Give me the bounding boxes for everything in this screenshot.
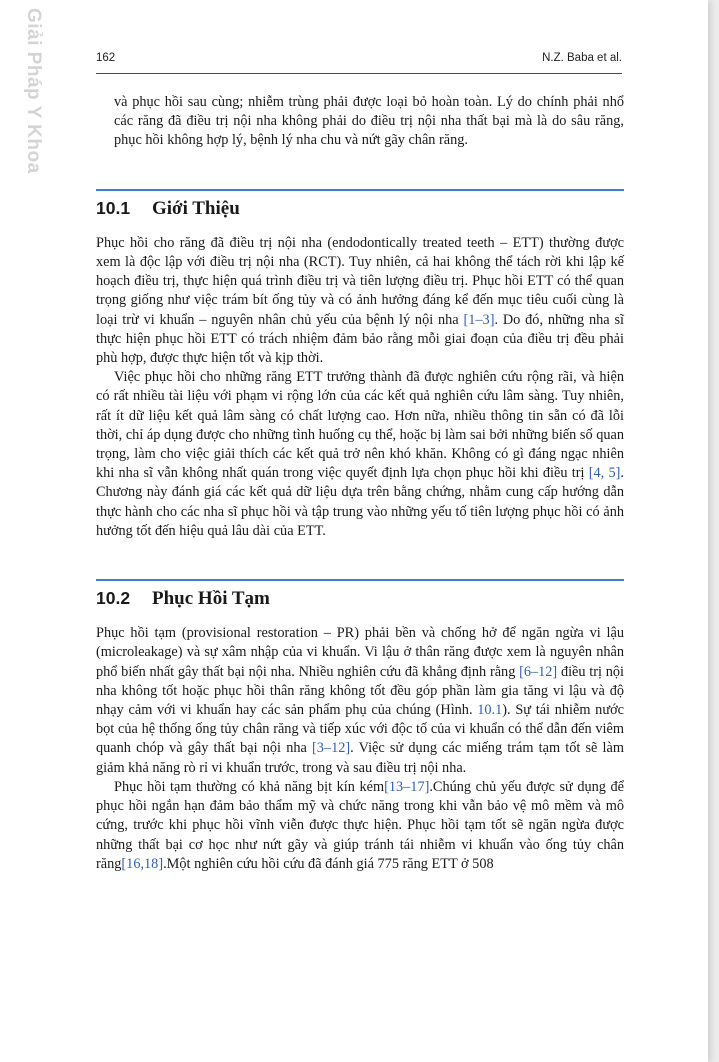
page-body — [96, 93, 624, 874]
section-number: 10.1 — [96, 197, 131, 218]
section-number: 10.2 — [96, 588, 131, 609]
citation-link[interactable]: [4, 5] — [588, 465, 621, 482]
section-title: Giới Thiệu — [152, 197, 240, 219]
paragraph: Phục hồi cho răng đã điều trị nội nha (endodontically treated teeth – ETT) thường được xem là độc lập với điều trị nội nha (RCT). Tuy nhiên, cả hai không thể tách rời khi lập kế hoạch điều trị, thực hiện quá trình điều trị và tiên lượng điều trị. Phục hồi ETT có thể quan trọng giống như việc trám bít ống tủy và có ảnh hưởng đáng kể đến mục tiêu cuối cùng là loại trừ vi khuẩn – nguyên nhân chủ yếu của bệnh lý nội nha [1–3]. Do đó, những nha sĩ thực hiện phục hồi ETT có trách nhiệm đảm bảo rằng mỗi giai đoạn của điều trị đều phải phù hợp, được thực hiện tốt và kịp thời. — [96, 234, 625, 367]
page-number: 162 — [96, 52, 116, 64]
running-header — [96, 52, 622, 64]
running-authors: N.Z. Baba et al. — [542, 52, 622, 64]
section-heading-10-2 — [96, 579, 624, 608]
paragraph: Phục hồi tạm thường có khả năng bịt kín kém[13–17].Chúng chủ yếu được sử dụng để phục hồi ngắn hạn đảm bảo thẩm mỹ và chức năng trong khi vẫn bảo vệ mô mềm và mô cứng, trước khi phục hồi vĩnh viễn được thực hiện. Phục hồi tạm tốt sẽ ngăn ngừa được những thất bại cơ học như nứt gãy và giúp tránh tái nhiễm vi khuẩn vào ống tủy chân răng[16,18].Một nghiên cứu hồi cứu đã đánh giá 775 răng ETT ở 508 — [96, 778, 624, 872]
paragraph: Việc phục hồi cho những răng ETT trưởng thành đã được nghiên cứu rộng rãi, và hiện có rất nhiều tài liệu với phạm vi rộng lớn của các kết quả nghiên cứu lâm sàng. Tuy nhiên, rất ít dữ liệu kết quả lâm sàng có chất lượng cao. Hơn nữa, nhiều thông tin sẵn có đã lỗi thời, chỉ áp dụng được cho những tình huống cụ thể, hoặc bị làm sai bởi những biến số quan trọng, làm cho việc giải thích các kết quả trở nên khó khăn. Không có gì đáng ngạc nhiên khi nha sĩ vẫn không nhất quán trong việc quyết định lựa chọn phục hồi khi điều trị [4, 5]. Chương này đánh giá các kết quả dữ liệu dựa trên bằng chứng, nhằm cung cấp hướng dẫn thực hành cho các nha sĩ phục hồi và tập trung vào những yếu tố tiên lượng phục hồi có ảnh hưởng tốt đến hiệu quả lâu dài của ETT. — [96, 369, 624, 539]
citation-link[interactable]: [3–12] — [312, 740, 351, 757]
section-title: Phục Hồi Tạm — [152, 588, 270, 610]
figure-link[interactable]: 10.1 — [477, 702, 503, 719]
citation-link[interactable]: [1–3] — [463, 311, 495, 328]
section-heading-10-1 — [96, 189, 624, 218]
citation-link[interactable]: [6–12] — [519, 663, 558, 680]
header-rule — [96, 73, 622, 74]
intro-continuation: và phục hồi sau cùng; nhiễm trùng phải được loại bỏ hoàn toàn. Lý do chính phải nhổ các răng đã điều trị nội nha không phải do điều trị nội nha thất bại mà là do sâu răng, phục hồi không hợp lý, bệnh lý nha chu và nứt gãy chân răng. — [114, 94, 624, 149]
paragraph: Phục hồi tạm (provisional restoration – PR) phải bền và chống hở để ngăn ngừa vi lậu (microleakage) và sự xâm nhập của vi khuẩn. Vi lậu ở thân răng được xem là nguyên nhân phổ biến nhất gây thất bại nội nha. Nhiều nghiên cứu đã khẳng định rằng [6–12] điều trị nội nha không tốt hoặc phục hồi thân răng không tốt đều góp phần làm gia tăng vi lậu và độ nhạy cảm với vi khuẩn hay các sản phẩm phụ của chúng (Hình. 10.1). Sự tái nhiễm nước bọt của hệ thống ống tủy chân răng và tiếp xúc với độc tố của vi khuẩn có thể dẫn đến viêm quanh chóp và gây thất bại nội nha [3–12]. Việc sử dụng các miếng trám tạm tốt sẽ làm giảm khả năng rò rỉ vi khuẩn trước, trong và sau điều trị nội nha. — [96, 625, 624, 776]
citation-link[interactable]: [16,18] — [121, 855, 164, 872]
watermark: Giải Pháp Y Khoa — [23, 8, 44, 174]
citation-link[interactable]: [13–17] — [384, 778, 430, 795]
